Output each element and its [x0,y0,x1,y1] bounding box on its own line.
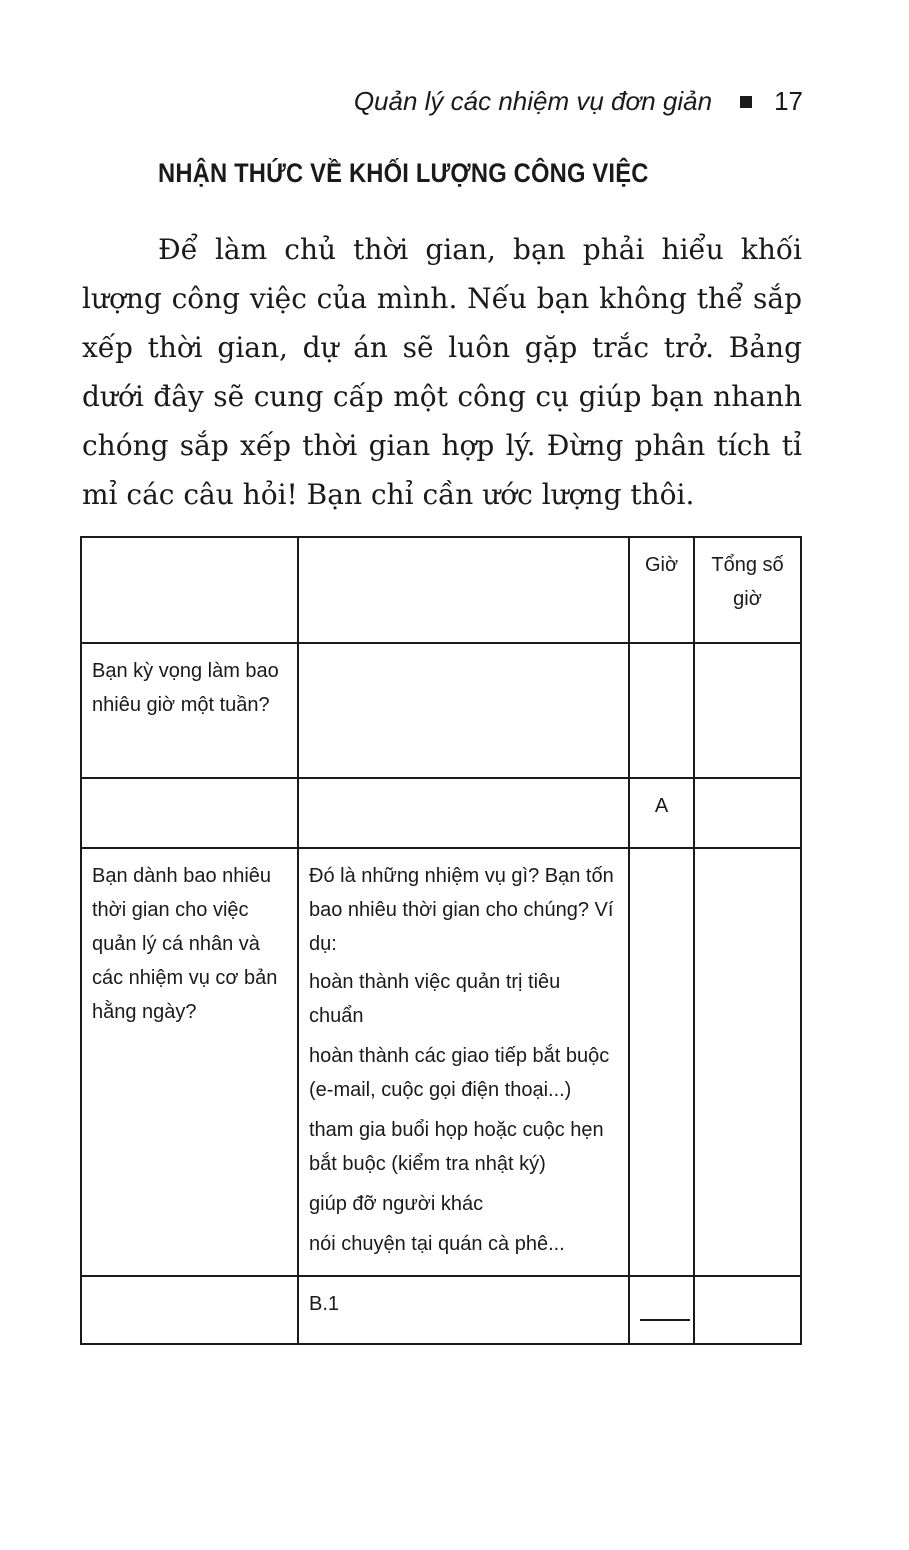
running-title: Quản lý các nhiệm vụ đơn giản [353,86,713,116]
workload-table [80,536,802,1345]
body-paragraph: Để làm chủ thời gian, bạn phải hiểu khối lượng công việc của mình. Nếu bạn không thể sắp xếp thời gian, dự án sẽ luôn gặp trắc trở. Bảng dưới đây sẽ cung cấp một công cụ giúp bạn nhanh chóng sắp xếp thời gian hợp lý. Đừng phân tích tỉ mỉ các câu hỏi! Bạn chỉ cần ước lượng thôi. [82,233,802,511]
list-item: nói chuyện tại quán cà phê... [309,1233,565,1255]
empty-cell [298,778,629,848]
list-item: hoàn thành các giao tiếp bắt buộc (e-mail, cuộc gọi điện thoại...) [309,1045,610,1101]
list-item: giúp đỡ người khác [309,1193,484,1215]
workload-table-container [80,536,802,1345]
header-empty-cell [298,537,629,643]
list-item: hoàn thành việc quản trị tiêu chuẩn [309,971,561,1027]
blank-answer-cell [629,1276,694,1344]
empty-cell [298,643,629,778]
hours-input-cell [629,848,694,1276]
admin-task-list [309,965,618,1261]
total-input-cell [694,643,801,778]
table-row-a [81,778,801,848]
section-title: NHẬN THỨC VỀ KHỐI LƯỢNG CÔNG VIỆC [158,158,649,188]
total-input-cell [694,848,801,1276]
blank-answer-line [640,1319,690,1321]
admin-intro: Đó là những nhiệm vụ gì? Bạn tốn bao nhiêu thời gian cho chúng? Ví dụ: [309,865,614,955]
list-item: tham gia buổi họp hoặc cuộc hẹn bắt buộc (kiểm tra nhật ký) [309,1119,604,1175]
admin-tasks-cell [298,848,629,1276]
running-header [354,86,803,117]
header-hours-label: Giờ [644,554,679,576]
empty-cell [81,1276,298,1344]
admin-question: Bạn dành bao nhiêu thời gian cho việc quản lý cá nhân và các nhiệm vụ cơ bản hằng ngày? [81,848,298,1276]
label-a: A [629,778,694,848]
table-row-admin-tasks [81,848,801,1276]
empty-cell [81,778,298,848]
total-input-cell [694,1276,801,1344]
table-row-b1 [81,1276,801,1344]
square-bullet-icon [740,96,752,108]
table-row-weekly-hours [81,643,801,778]
weekly-hours-question: Bạn kỳ vọng làm bao nhiêu giờ một tuần? [81,643,298,778]
header-total-hours-line1: Tổng số [711,554,784,576]
hours-input-cell [629,643,694,778]
header-empty-cell [81,537,298,643]
total-input-cell [694,778,801,848]
table-header-row [81,537,801,643]
page-number: 17 [774,86,803,116]
header-hours [629,537,694,643]
label-b1: B.1 [298,1276,629,1344]
header-total-hours-line2: giờ [733,588,762,610]
header-total-hours [694,537,801,643]
